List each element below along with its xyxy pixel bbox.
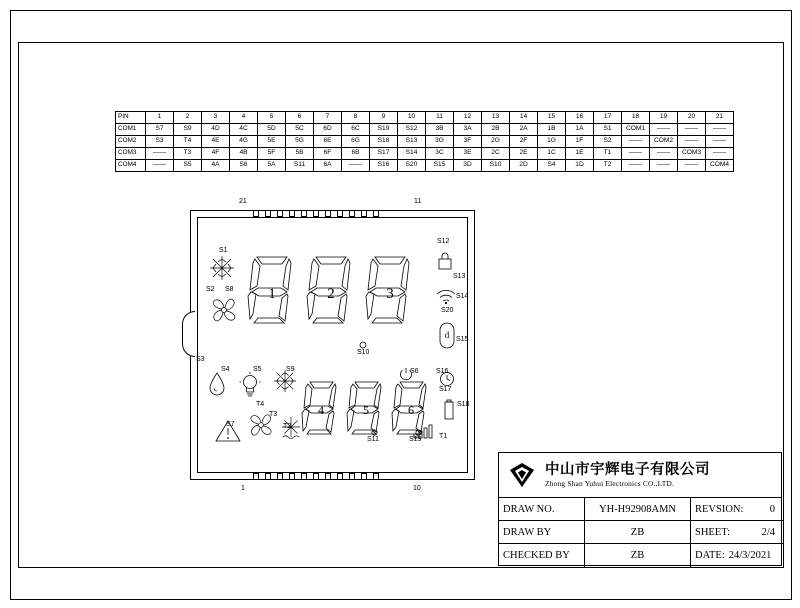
checked-by-value: ZB: [585, 544, 691, 567]
pin-table-cell: COM1: [622, 124, 650, 136]
pin-table-cell: 6D: [314, 124, 342, 136]
pin-tick: [289, 473, 295, 480]
segment-label-s19: S19: [409, 436, 422, 443]
pin-table-cell: ——: [146, 148, 174, 160]
svg-text:2: 2: [327, 286, 335, 302]
segment-label-s2: S2: [206, 286, 215, 293]
pin-tick: [289, 210, 295, 217]
pin-table-cell: 5G: [286, 136, 314, 148]
revision-field: [691, 498, 783, 521]
wifi-icon: [435, 287, 457, 305]
pin-table-row-label: PIN: [116, 112, 146, 124]
pin-table-cell: T2: [594, 160, 622, 172]
svg-text:6: 6: [408, 403, 414, 417]
pin-table-row: [116, 160, 734, 172]
pin-tick: [337, 210, 343, 217]
pin-table-cell: S2: [594, 136, 622, 148]
pin-number-cell: 20: [678, 112, 706, 124]
pin-table-cell: 4F: [202, 148, 230, 160]
pin-assignment-table: [115, 111, 734, 172]
pin-table-header-row: [116, 112, 734, 124]
pin-table-cell: 6C: [342, 124, 370, 136]
pin-number-cell: 12: [454, 112, 482, 124]
pin-tick: [349, 210, 355, 217]
pin-table-cell: 1C: [538, 148, 566, 160]
pin-number-cell: 14: [510, 112, 538, 124]
pin-table-cell: ——: [622, 148, 650, 160]
pin-table-cell: ——: [650, 160, 678, 172]
pin-number-cell: 1: [146, 112, 174, 124]
pin-table-cell: 1A: [566, 124, 594, 136]
sheet-label: SHEET:: [695, 526, 731, 538]
pin-number-cell: 7: [314, 112, 342, 124]
pin-number-cell: 13: [482, 112, 510, 124]
pin-tick: [301, 473, 307, 480]
pin-tick: [277, 210, 283, 217]
pin-table-cell: ——: [146, 160, 174, 172]
pin-table-cell: S1: [594, 124, 622, 136]
pin-table-cell: 4D: [202, 124, 230, 136]
pin-table-cell: S20: [398, 160, 426, 172]
pin-tick: [277, 473, 283, 480]
pin-number-cell: 3: [202, 112, 230, 124]
pin-number-cell: 10: [398, 112, 426, 124]
segment-label-s6: S6: [410, 368, 419, 375]
svg-text:3: 3: [386, 286, 394, 302]
segment-label-t1: T1: [439, 433, 448, 440]
company-name-block: [545, 462, 710, 489]
pin-number-cell: 5: [258, 112, 286, 124]
pin-table-cell: 4E: [202, 136, 230, 148]
pin-table-cell: S9: [174, 124, 202, 136]
company-name-en: Zhong Shan Yuhui Electronics CO.,LTD.: [545, 479, 674, 489]
seven-segment-digit-5: [346, 379, 386, 437]
svg-text:5: 5: [363, 403, 369, 417]
pin-number-cell: 8: [342, 112, 370, 124]
pin-table-cell: S19: [370, 124, 398, 136]
pin-table-row: [116, 136, 734, 148]
pin-tick: [349, 473, 355, 480]
decimal-point-icon: [359, 341, 367, 349]
pin-number-cell: 16: [566, 112, 594, 124]
pin-table-cell: 5F: [258, 148, 286, 160]
segment-label-s7: S7: [226, 421, 235, 428]
pin-table-cell: S4: [538, 160, 566, 172]
segment-label-s20: S20: [441, 307, 454, 314]
pin-tick: [265, 210, 271, 217]
svg-text:1: 1: [268, 286, 276, 302]
pin-tick: [313, 473, 319, 480]
pin-table-cell: 2F: [510, 136, 538, 148]
pin-number-cell: 17: [594, 112, 622, 124]
segment-label-s1: S1: [219, 247, 228, 254]
pin-table-cell: 1G: [538, 136, 566, 148]
pin-tick: [361, 210, 367, 217]
pin-table-cell: 6B: [342, 148, 370, 160]
pin-table-cell: T3: [174, 148, 202, 160]
pin-table-cell: 3B: [426, 124, 454, 136]
seven-segment-digit-3: [364, 253, 416, 327]
pin-number-cell: 4: [230, 112, 258, 124]
pin-table-cell: 3E: [454, 148, 482, 160]
pin-table-cell: 6E: [314, 136, 342, 148]
edge-number-top-right: 11: [414, 198, 422, 205]
pin-table-cell: 3A: [454, 124, 482, 136]
pin-table-cell: 6A: [314, 160, 342, 172]
company-name-cn: 中山市宇辉电子有限公司: [545, 461, 710, 478]
pin-ticks-top: [253, 210, 379, 217]
edge-number-bottom-left: 1: [241, 485, 245, 492]
pin-table-cell: ——: [342, 160, 370, 172]
pin-table-cell: 2E: [510, 148, 538, 160]
pin-table-cell: 4C: [230, 124, 258, 136]
segment-label-s16: S16: [436, 368, 449, 375]
checked-by-label: CHECKED BY: [499, 544, 585, 567]
date-value: 24/3/2021: [728, 550, 772, 561]
pin-tick: [301, 210, 307, 217]
pin-tick: [253, 210, 259, 217]
pin-table-cell: S17: [370, 148, 398, 160]
revision-value: 0: [769, 503, 775, 515]
pin-table-cell: ——: [706, 136, 734, 148]
segment-label-s14: S14: [456, 293, 469, 300]
pin-table-row-label: COM2: [116, 136, 146, 148]
sheet-value: 2/4: [761, 526, 775, 538]
pin-table-cell: S7: [146, 124, 174, 136]
pin-table-cell: 1E: [566, 148, 594, 160]
edge-number-bottom-right: 10: [413, 485, 421, 492]
segment-label-s15: S15: [456, 336, 469, 343]
pin-table-cell: 5B: [286, 148, 314, 160]
segment-label-s12: S12: [437, 238, 450, 245]
pin-table-cell: 5E: [258, 136, 286, 148]
pin-table-cell: 2G: [482, 136, 510, 148]
pin-table-cell: S15: [426, 160, 454, 172]
pin-table-row: [116, 148, 734, 160]
draw-no-label: DRAW NO.: [499, 498, 585, 521]
pin-number-cell: 2: [174, 112, 202, 124]
pin-table-cell: 6F: [314, 148, 342, 160]
segment-label-t2: T2: [283, 423, 292, 430]
pin-table-cell: S5: [174, 160, 202, 172]
degree-symbol: d: [444, 330, 450, 340]
left-connector-tab: [182, 311, 195, 357]
pin-table-cell: 2C: [482, 148, 510, 160]
pin-table-row-label: COM3: [116, 148, 146, 160]
company-header: [499, 453, 781, 498]
pin-number-cell: 6: [286, 112, 314, 124]
seven-segment-digit-4: [301, 379, 341, 437]
pin-table-cell: 2A: [510, 124, 538, 136]
pin-number-cell: 21: [706, 112, 734, 124]
pin-table-cell: 2B: [482, 124, 510, 136]
title-block-grid: [499, 498, 781, 567]
pin-ticks-bottom: [253, 473, 379, 480]
bulb-icon: [239, 371, 261, 399]
pin-table-cell: S18: [370, 136, 398, 148]
date-label: DATE:: [695, 550, 725, 561]
pin-table-row: [116, 124, 734, 136]
pin-table-cell: 3G: [426, 136, 454, 148]
pin-table-cell: S13: [398, 136, 426, 148]
segment-label-s17: S17: [439, 386, 452, 393]
pin-tick: [325, 473, 331, 480]
svg-text:4: 4: [318, 403, 324, 417]
segment-label-s5: S5: [253, 366, 262, 373]
draw-no-value: YH-H92908AMN: [585, 498, 691, 521]
pin-table-cell: ——: [650, 124, 678, 136]
pin-table-cell: COM2: [650, 136, 678, 148]
pin-table-cell: S3: [146, 136, 174, 148]
decimal-point-icon: [371, 429, 378, 436]
pin-number-cell: 18: [622, 112, 650, 124]
draw-by-label: DRAW BY: [499, 521, 585, 544]
pin-number-cell: 15: [538, 112, 566, 124]
pin-tick: [265, 473, 271, 480]
pin-table-cell: 5C: [286, 124, 314, 136]
pin-number-cell: 19: [650, 112, 678, 124]
date-field: [691, 544, 783, 567]
pin-table-cell: ——: [706, 124, 734, 136]
pin-table-cell: ——: [678, 160, 706, 172]
lcd-module-outline: [190, 198, 475, 492]
sheet-field: [691, 521, 783, 544]
pin-tick: [325, 210, 331, 217]
segment-label-t3: T3: [269, 411, 278, 418]
lock-icon: [437, 251, 453, 271]
pin-table-cell: T1: [594, 148, 622, 160]
edge-number-top-left: 21: [239, 198, 247, 205]
pin-table-cell: S11: [286, 160, 314, 172]
draw-by-value: ZB: [585, 521, 691, 544]
title-block: [498, 452, 782, 566]
pin-tick: [373, 210, 379, 217]
segment-label-s9: S9: [286, 366, 295, 373]
pin-table-cell: S16: [370, 160, 398, 172]
seven-segment-digit-1: [246, 253, 298, 327]
pin-tick: [373, 473, 379, 480]
segment-label-s18: S18: [457, 401, 470, 408]
pin-table-cell: ——: [678, 124, 706, 136]
company-logo-icon: [507, 460, 537, 490]
pin-table-cell: ——: [622, 136, 650, 148]
pin-number-cell: 9: [370, 112, 398, 124]
pin-table-cell: 4B: [230, 148, 258, 160]
pin-table-row-label: COM4: [116, 160, 146, 172]
segment-label-s3: S3: [196, 356, 205, 363]
segment-label-s11: S11: [367, 436, 379, 443]
pin-table-cell: ——: [622, 160, 650, 172]
fan-icon: [209, 295, 239, 325]
seven-segment-digit-2: [305, 253, 357, 327]
degree-indicator-box: [437, 321, 457, 349]
pin-table-cell: COM4: [706, 160, 734, 172]
pin-table-cell: S10: [482, 160, 510, 172]
segment-label-s8: S8: [225, 286, 234, 293]
pin-table-cell: 4G: [230, 136, 258, 148]
pin-tick: [337, 473, 343, 480]
battery-icon: [443, 399, 455, 421]
segment-label-s4: S4: [221, 366, 230, 373]
pin-table-cell: 5D: [258, 124, 286, 136]
pin-table-cell: 3C: [426, 148, 454, 160]
pin-table-cell: S12: [398, 124, 426, 136]
pin-table-cell: 1D: [566, 160, 594, 172]
pin-table-cell: 4A: [202, 160, 230, 172]
pin-table-cell: ——: [650, 148, 678, 160]
segment-label-s13: S13: [453, 273, 466, 280]
segment-label-s10: S10: [357, 349, 370, 356]
pin-table-cell: T4: [174, 136, 202, 148]
humidity-drop-icon: [207, 371, 227, 397]
pin-table-cell: ——: [706, 148, 734, 160]
snowflake-icon: [209, 255, 235, 281]
pin-table-cell: 1F: [566, 136, 594, 148]
pin-table-cell: 2D: [510, 160, 538, 172]
segment-label-t4: T4: [256, 401, 265, 408]
pin-tick: [313, 210, 319, 217]
pin-table-cell: COM3: [678, 148, 706, 160]
pin-table-cell: ——: [678, 136, 706, 148]
pin-table-cell: S14: [398, 148, 426, 160]
pin-number-cell: 11: [426, 112, 454, 124]
pin-table-cell: 1B: [538, 124, 566, 136]
pin-table-cell: 3D: [454, 160, 482, 172]
pin-table-cell: S6: [230, 160, 258, 172]
pin-table-cell: 3F: [454, 136, 482, 148]
pin-table-row-label: COM1: [116, 124, 146, 136]
revision-label: REVSION:: [695, 503, 744, 515]
pin-table-cell: 6G: [342, 136, 370, 148]
pin-table-cell: 5A: [258, 160, 286, 172]
pin-tick: [253, 473, 259, 480]
pin-tick: [361, 473, 367, 480]
